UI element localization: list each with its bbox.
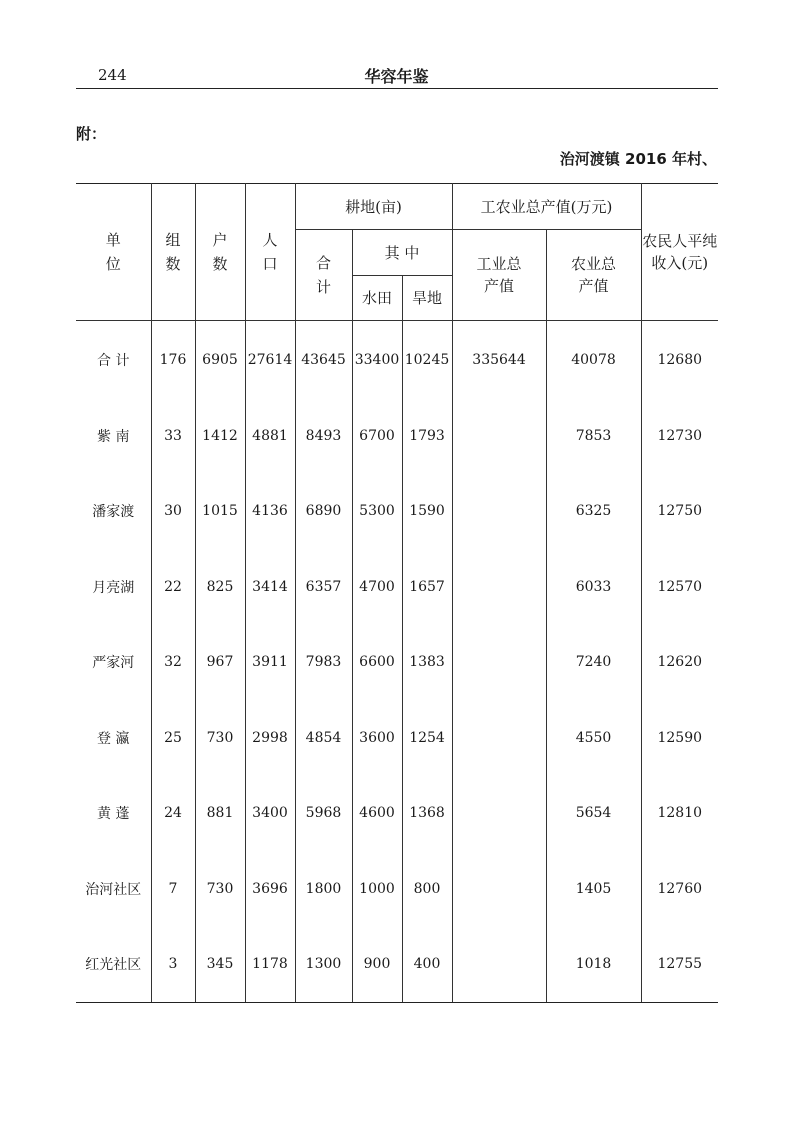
header-farmland-total: 合计 (295, 230, 352, 321)
cell-households: 967 (195, 625, 245, 701)
table-row (76, 398, 718, 474)
cell-dryland: 10245 (402, 321, 452, 399)
cell-groups: 176 (151, 321, 195, 399)
cell-population: 2998 (245, 700, 295, 776)
cell-agricultural: 7853 (546, 398, 641, 474)
header-of-which: 其 中 (352, 230, 452, 276)
cell-income: 12730 (641, 398, 718, 474)
cell-groups: 22 (151, 549, 195, 625)
cell-income: 12620 (641, 625, 718, 701)
cell-groups: 25 (151, 700, 195, 776)
header-population: 人口 (245, 184, 295, 321)
cell-industrial (452, 927, 546, 1003)
cell-households: 6905 (195, 321, 245, 399)
header-income: 农民人平纯收入(元) (641, 184, 718, 321)
cell-dryland: 1254 (402, 700, 452, 776)
table-row (76, 549, 718, 625)
cell-farmland-total: 43645 (295, 321, 352, 399)
cell-industrial (452, 474, 546, 550)
cell-households: 730 (195, 851, 245, 927)
cell-agricultural: 1405 (546, 851, 641, 927)
table-row (76, 321, 718, 399)
cell-population: 3400 (245, 776, 295, 852)
header-groups: 组数 (151, 184, 195, 321)
cell-paddy: 4600 (352, 776, 402, 852)
cell-groups: 7 (151, 851, 195, 927)
cell-farmland-total: 5968 (295, 776, 352, 852)
cell-paddy: 900 (352, 927, 402, 1003)
cell-population: 27614 (245, 321, 295, 399)
cell-industrial (452, 700, 546, 776)
table-row (76, 851, 718, 927)
cell-unit: 潘家渡 (76, 474, 151, 550)
cell-agricultural: 1018 (546, 927, 641, 1003)
cell-industrial (452, 776, 546, 852)
cell-income: 12810 (641, 776, 718, 852)
cell-farmland-total: 7983 (295, 625, 352, 701)
cell-groups: 32 (151, 625, 195, 701)
cell-dryland: 1590 (402, 474, 452, 550)
cell-income: 12760 (641, 851, 718, 927)
cell-households: 1015 (195, 474, 245, 550)
cell-dryland: 1383 (402, 625, 452, 701)
header-output-value: 工农业总产值(万元) (452, 184, 641, 230)
table-row (76, 700, 718, 776)
cell-agricultural: 6033 (546, 549, 641, 625)
table-caption: 治河渡镇 2016 年村、 (559, 150, 717, 168)
cell-unit: 严家河 (76, 625, 151, 701)
cell-income: 12590 (641, 700, 718, 776)
cell-farmland-total: 4854 (295, 700, 352, 776)
header-unit: 单位 (76, 184, 151, 321)
cell-population: 3414 (245, 549, 295, 625)
cell-income: 12755 (641, 927, 718, 1003)
cell-agricultural: 5654 (546, 776, 641, 852)
cell-unit: 登 瀛 (76, 700, 151, 776)
cell-farmland-total: 6357 (295, 549, 352, 625)
cell-households: 881 (195, 776, 245, 852)
cell-farmland-total: 8493 (295, 398, 352, 474)
cell-agricultural: 4550 (546, 700, 641, 776)
cell-farmland-total: 1300 (295, 927, 352, 1003)
cell-households: 730 (195, 700, 245, 776)
table-row (76, 776, 718, 852)
cell-farmland-total: 1800 (295, 851, 352, 927)
cell-population: 4881 (245, 398, 295, 474)
statistics-table (76, 183, 718, 1003)
cell-population: 4136 (245, 474, 295, 550)
cell-dryland: 400 (402, 927, 452, 1003)
cell-paddy: 3600 (352, 700, 402, 776)
page-number: 244 (98, 66, 127, 84)
cell-unit: 治河社区 (76, 851, 151, 927)
cell-population: 3911 (245, 625, 295, 701)
table-row (76, 474, 718, 550)
cell-industrial (452, 549, 546, 625)
cell-dryland: 800 (402, 851, 452, 927)
table-body (76, 321, 718, 1003)
header-dryland: 旱地 (402, 276, 452, 321)
cell-industrial (452, 625, 546, 701)
header-rule (76, 88, 718, 89)
cell-dryland: 1657 (402, 549, 452, 625)
table-row (76, 927, 718, 1003)
header-paddy: 水田 (352, 276, 402, 321)
cell-dryland: 1793 (402, 398, 452, 474)
header-farmland: 耕地(亩) (295, 184, 452, 230)
cell-unit: 紫 南 (76, 398, 151, 474)
cell-paddy: 33400 (352, 321, 402, 399)
cell-industrial (452, 398, 546, 474)
cell-households: 1412 (195, 398, 245, 474)
cell-population: 3696 (245, 851, 295, 927)
cell-agricultural: 7240 (546, 625, 641, 701)
appendix-label: 附： (76, 125, 107, 143)
cell-paddy: 6700 (352, 398, 402, 474)
table-row (76, 625, 718, 701)
cell-unit: 红光社区 (76, 927, 151, 1003)
cell-agricultural: 40078 (546, 321, 641, 399)
cell-groups: 33 (151, 398, 195, 474)
header-households: 户数 (195, 184, 245, 321)
cell-population: 1178 (245, 927, 295, 1003)
cell-agricultural: 6325 (546, 474, 641, 550)
cell-farmland-total: 6890 (295, 474, 352, 550)
cell-households: 825 (195, 549, 245, 625)
cell-households: 345 (195, 927, 245, 1003)
cell-unit: 月亮湖 (76, 549, 151, 625)
running-head-title: 华容年鉴 (364, 67, 429, 86)
cell-paddy: 5300 (352, 474, 402, 550)
cell-income: 12680 (641, 321, 718, 399)
cell-paddy: 6600 (352, 625, 402, 701)
cell-groups: 3 (151, 927, 195, 1003)
cell-industrial (452, 851, 546, 927)
cell-dryland: 1368 (402, 776, 452, 852)
cell-groups: 24 (151, 776, 195, 852)
cell-income: 12750 (641, 474, 718, 550)
cell-paddy: 1000 (352, 851, 402, 927)
cell-unit: 合 计 (76, 321, 151, 399)
cell-industrial: 335644 (452, 321, 546, 399)
cell-paddy: 4700 (352, 549, 402, 625)
header-industrial: 工业总产值 (452, 230, 546, 321)
cell-unit: 黄 蓬 (76, 776, 151, 852)
cell-groups: 30 (151, 474, 195, 550)
header-agricultural: 农业总产值 (546, 230, 641, 321)
cell-income: 12570 (641, 549, 718, 625)
